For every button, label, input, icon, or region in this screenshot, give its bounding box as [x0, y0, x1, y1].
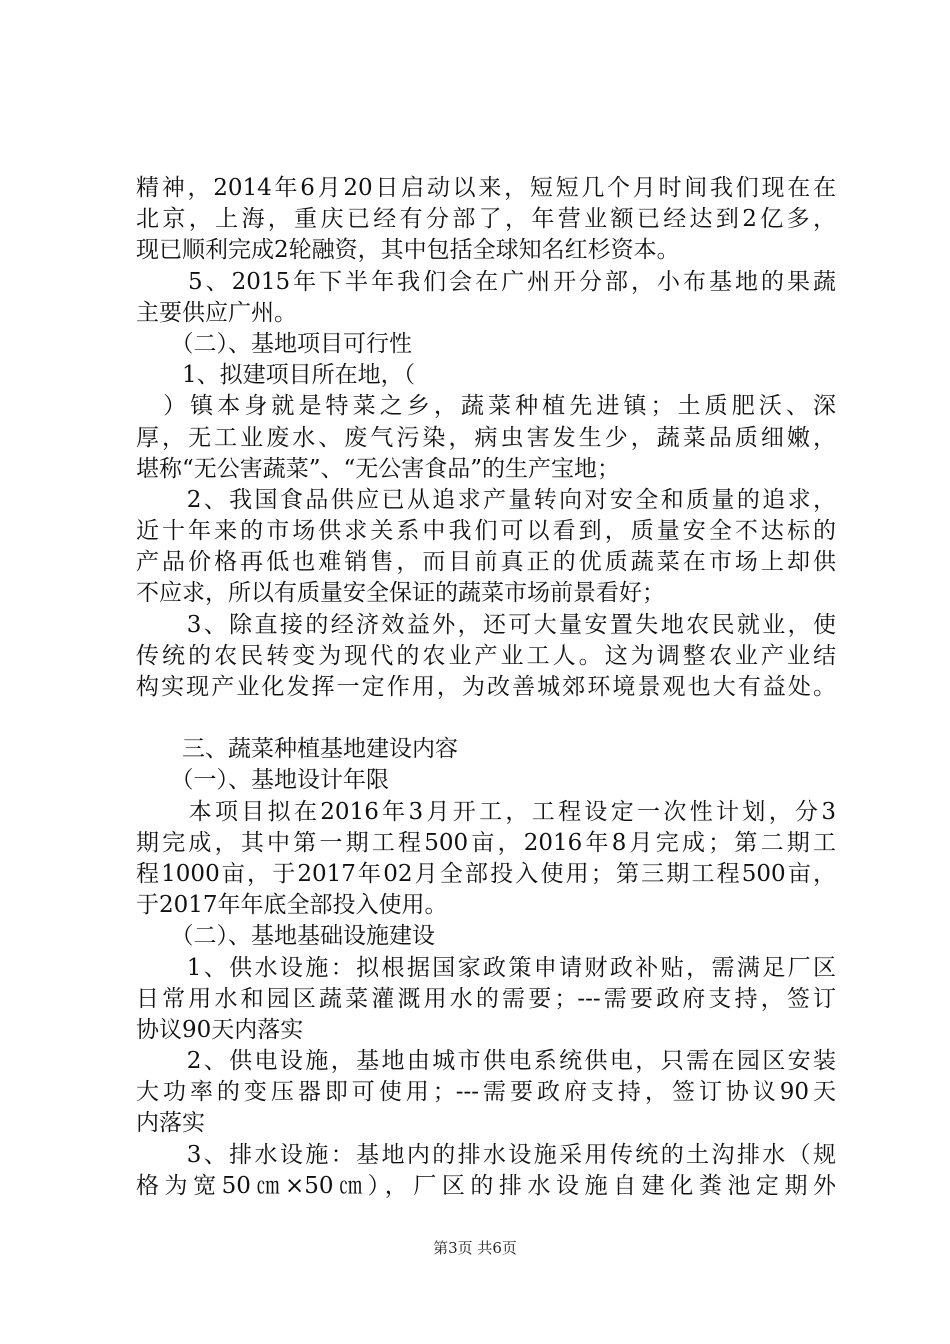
text-line: 北京，上海，重庆已经有分部了，年营业额已经达到2亿多，: [136, 206, 836, 233]
text-line: 近十年来的市场供求关系中我们可以看到，质量安全不达标的: [136, 518, 836, 545]
text-line: 协议90天内落实: [136, 1016, 304, 1043]
section-heading: 三、蔬菜种植基地建设内容: [136, 736, 458, 763]
text-line: 3、排水设施：基地内的排水设施采用传统的土沟排水（规: [136, 1141, 836, 1168]
text-line: 产品价格再低也难销售，而目前真正的优质蔬菜在市场上却供: [136, 549, 836, 576]
text-line: 内落实: [136, 1110, 205, 1137]
text-line: 1、供水设施：拟根据国家政策申请财政补贴，需满足厂区: [136, 954, 836, 981]
section-heading: （一）、基地设计年限: [136, 767, 389, 794]
text-line: 本项目拟在2016年3月开工，工程设定一次性计划，分3: [136, 798, 836, 825]
text-line: 程1000亩，于2017年02月全部投入使用；第三期工程500亩，: [136, 860, 836, 887]
text-line: 2、供电设施，基地由城市供电系统供电，只需在园区安装: [136, 1048, 836, 1075]
text-line: 构实现产业化发挥一定作用，为改善城郊环境景观也大有益处。: [136, 674, 836, 700]
text-line: 1、拟建项目所在地，（: [136, 362, 416, 389]
text-line: ）镇本身就是特菜之乡，蔬菜种植先进镇；土质肥沃、深: [136, 393, 836, 420]
text-line: 现已顺利完成2轮融资，其中包括全球知名红杉资本。: [136, 237, 680, 264]
text-line: 不应求，所以有质量安全保证的蔬菜市场前景看好；: [136, 580, 665, 607]
text-line: 主要供应广州。: [136, 299, 297, 326]
text-line: 精神，2014年6月20日启动以来，短短几个月时间我们现在在: [136, 175, 836, 201]
text-line: 格为宽50㎝×50㎝），厂区的排水设施自建化粪池定期外: [136, 1172, 836, 1199]
page-footer: 第3页 共6页: [433, 1239, 517, 1257]
text-line: 传统的农民转变为现代的农业产业工人。这为调整农业产业结: [136, 642, 836, 669]
text-line: 期完成，其中第一期工程500亩，2016年8月完成；第二期工: [136, 829, 836, 856]
text-line: 厚，无工业废水、废气污染，病虫害发生少，蔬菜品质细嫩，: [136, 424, 836, 451]
text-line: 日常用水和园区蔬菜灌溉用水的需要；---需要政府支持，签订: [136, 985, 836, 1012]
blank-line: [136, 703, 836, 734]
text-line: 堪称“无公害蔬菜”、“无公害食品”的生产宝地；: [136, 455, 621, 482]
text-line: 5、2015年下半年我们会在广州开分部，小布基地的果蔬: [136, 268, 836, 295]
text-line: 于2017年年底全部投入使用。: [136, 892, 448, 919]
section-heading: （二）、基地基础设施建设: [136, 923, 435, 950]
text-line: 大功率的变压器即可使用；---需要政府支持，签订协议90天: [136, 1079, 836, 1106]
section-heading: （二）、基地项目可行性: [136, 330, 412, 357]
text-line: 2、我国食品供应已从追求产量转向对安全和质量的追求，: [136, 486, 836, 513]
body-text: [136, 173, 836, 1202]
text-line: 3、除直接的经济效益外，还可大量安置失地农民就业，使: [136, 611, 836, 638]
